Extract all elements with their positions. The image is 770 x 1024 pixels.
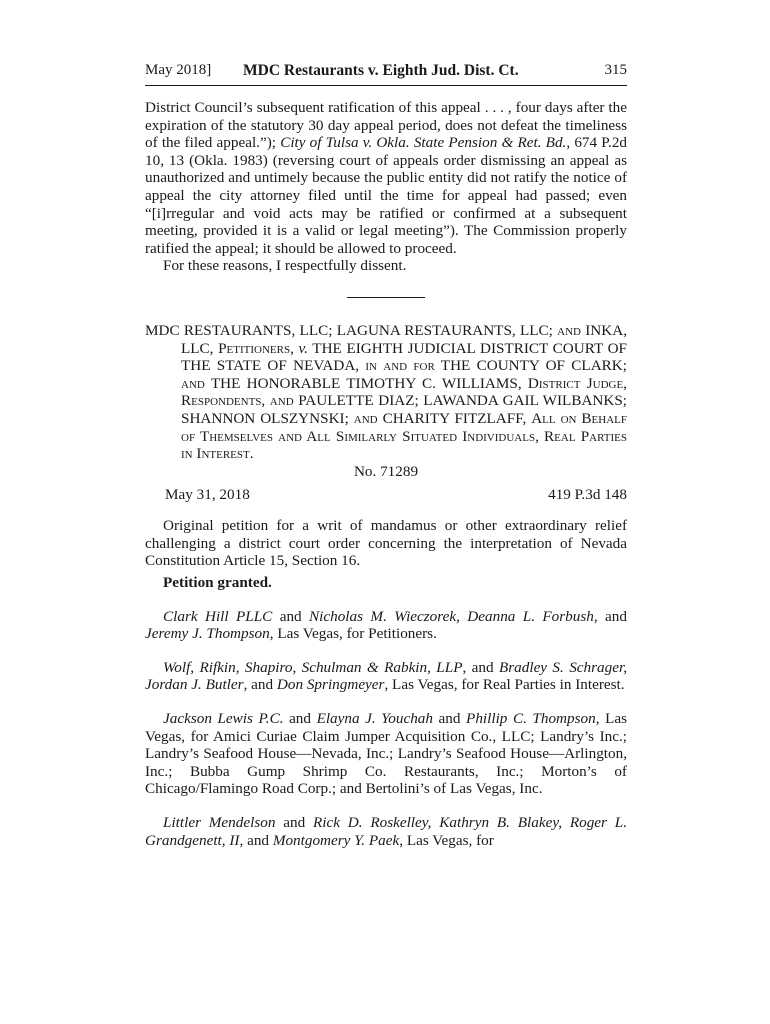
text-run: Jackson Lewis P.C. [163, 710, 284, 728]
text-run: , and [462, 658, 499, 676]
counsel-real-parties [145, 659, 627, 694]
case-summary: Original petition for a writ of mandamus or other extraordinary relief challenging a district court order concerning the interpretation of Nevada Constitution Article 15, Section 16. [145, 517, 627, 570]
caption-run: and [557, 321, 581, 339]
text-run: Phillip C. Thompson [466, 710, 596, 728]
text-run: , and [593, 607, 627, 625]
text-run: , Las Vegas, for Petitioners. [269, 625, 437, 643]
text-run: and [275, 814, 313, 831]
text-run: and [283, 710, 317, 728]
dateline [145, 486, 627, 504]
text-run: and [272, 607, 310, 625]
caption-run: CHARITY FITZLAFF, [377, 409, 532, 427]
docket-number: No. 71289 [353, 462, 419, 480]
text-run: , Las Vegas, for Real Parties in Interest. [384, 676, 625, 694]
text-run: Elayna J. Youchah [316, 710, 433, 728]
dissent-closing: For these reasons, I respectfully dissent. [163, 257, 407, 275]
dissent-paragraph [145, 99, 627, 257]
caption-run: Petitioners [218, 339, 291, 357]
reporter-citation: 419 P.3d 148 [548, 486, 627, 504]
case-citation: City of Tulsa v. Okla. State Pension & Ret. Bd. [280, 134, 567, 152]
caption-run: THE HONORABLE TIMOTHY C. WILLIAMS, [204, 374, 528, 392]
text-run: , Las Vegas, for Amici Curiae Claim Jumper Acquisition Co., LLC; Landry’s Inc.; Landry’s Seafood House—Nevada, Inc.; Landry’s Seafood House—Arlington, Inc.; Bubba Gump Shrimp Co. Restaurants, Inc.; Morton’s of Chicago/Flamingo Road Corp.; and Bertolini’s of Las Vegas, Inc. [145, 710, 627, 798]
text-run: Montgomery Y. Paek [272, 831, 400, 849]
header-date: May 2018] [145, 62, 212, 78]
text-run: Nicholas M. Wieczorek, Deanna L. Forbush [309, 607, 594, 625]
decision-date: May 31, 2018 [165, 486, 250, 504]
caption-run: THE EIGHTH JUDICIAL DISTRICT COURT OF THE STATE OF NEVADA, [181, 339, 627, 375]
disposition: Petition granted. [163, 574, 272, 592]
text-run: Bradley S. Schrager, Jordan J. Butler [145, 658, 627, 694]
counsel-amici-1 [145, 710, 627, 798]
text-run: Littler Mendelson [163, 814, 276, 831]
text-run: , and [239, 831, 273, 849]
text-run: , and [243, 676, 277, 694]
section-divider [347, 297, 425, 298]
header-case-title: MDC Restaurants v. Eighth Jud. Dist. Ct. [243, 62, 519, 79]
text-run: and [433, 710, 467, 728]
header-rule [145, 85, 627, 86]
text-run: , Las Vegas, for [399, 831, 494, 849]
text-run: , 674 P.2d 10, 13 (Okla. 1983) (reversing court of appeals order dismissing an appeal as unauthorized and untimely because the public entity did not ratify the notice of appeal the city attorney filed until the time for appeal had passed; even “[i]rregular and void acts may be ratified or confirmed at a subsequent meeting, provided it is a valid or legal meeting”). The Commission properly ratified the appeal; it should be allowed to proceed. [145, 134, 628, 257]
caption-run: INKA, LLC, [181, 321, 628, 357]
text-run: Wolf, Rifkin, Shapiro, Schulman & Rabkin, LLP [163, 658, 463, 676]
caption-run: in and for [365, 357, 435, 375]
text-run: Don Springmeyer [276, 676, 385, 694]
text-run: Clark Hill PLLC [163, 607, 273, 625]
page-number: 315 [604, 62, 627, 78]
text-run: Rick D. Roskelley, Kathryn B. Blakey, Roger L. Grandgenett, II [145, 814, 627, 849]
running-header [145, 62, 627, 82]
text-run: Jeremy J. Thompson [145, 625, 270, 643]
case-caption [145, 322, 627, 463]
caption-run: THE COUNTY OF CLARK; [434, 357, 627, 375]
caption-run: v. [298, 339, 308, 357]
caption-run: , [290, 339, 299, 357]
caption-run: and [181, 374, 205, 392]
caption-run: All on Behalf of Themselves and All Similarly Situated Individuals, Real Parties in Interest. [181, 409, 627, 463]
caption-run: MDC RESTAURANTS, LLC; LAGUNA RESTAURANTS, LLC; [145, 321, 558, 339]
counsel-petitioners [145, 608, 627, 643]
caption-run: District Judge, Respondents, and [181, 374, 627, 410]
page-body [145, 99, 627, 849]
text-run: District Council’s subsequent ratification of this appeal . . . , four days after the expiration of the statutory 30 day appeal period, does not defeat the timeliness of the filed appeal.”); [145, 99, 627, 152]
caption-run: PAULETTE DIAZ; LAWANDA GAIL WILBANKS; SHANNON OLSZYNSKI; [181, 392, 628, 427]
counsel-amici-2 [145, 814, 627, 849]
caption-run: and [353, 409, 378, 427]
